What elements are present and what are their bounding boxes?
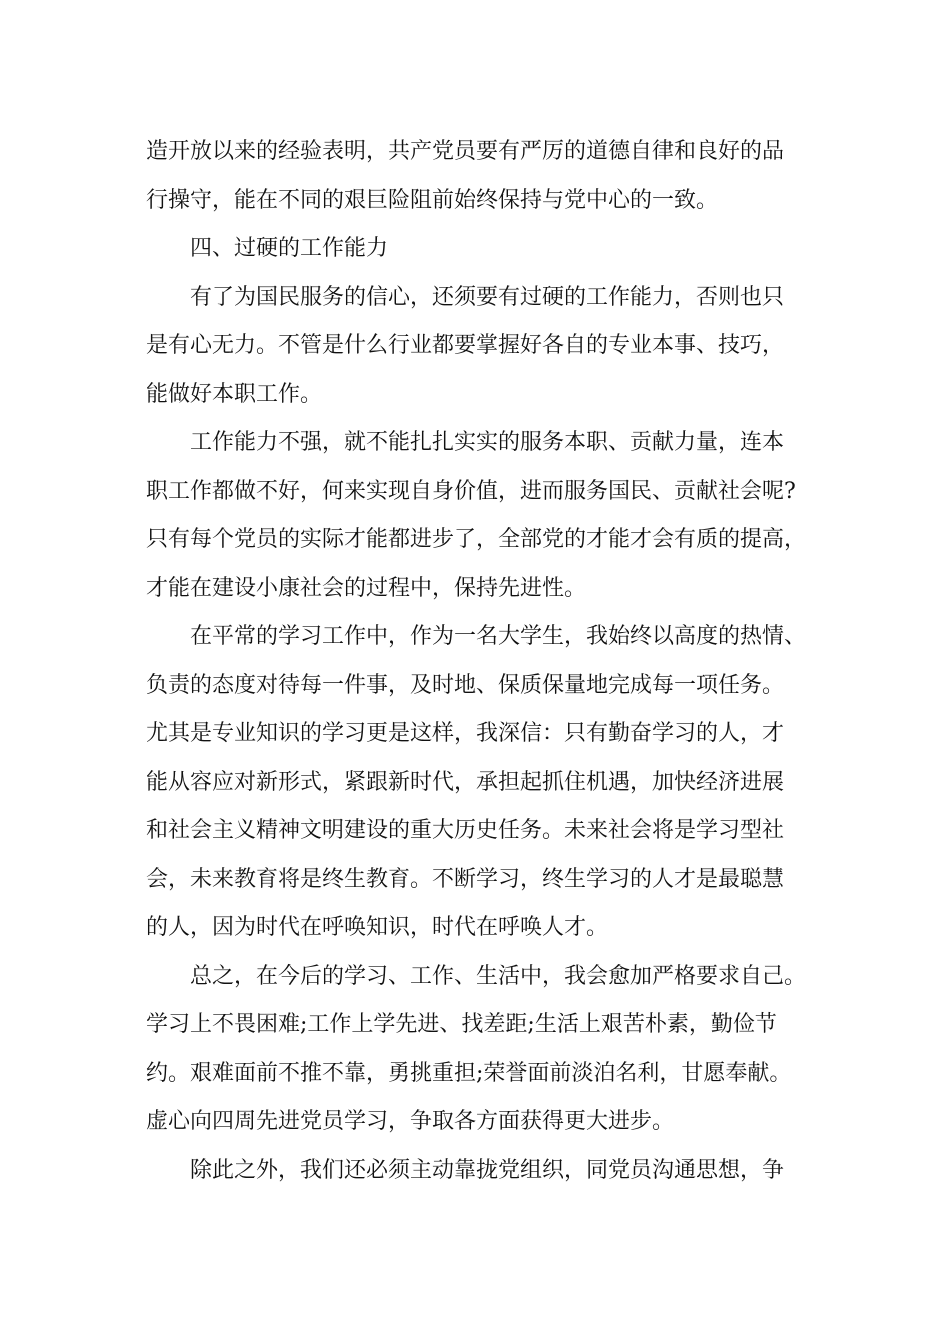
text-line: 工作能力不强，就不能扎扎实实的服务本职、贡献力量，连本 [190, 430, 785, 455]
text-line: 才能在建设小康社会的过程中，保持先进性。 [146, 575, 587, 601]
text-line: 虚心向四周先进党员学习，争取各方面获得更大进步。 [146, 1109, 675, 1134]
text-line: 只有每个党员的实际才能都进步了，全部党的才能才会有质的提高， [146, 527, 807, 552]
text-line: 的人，因为时代在呼唤知识，时代在呼唤人才。 [146, 915, 609, 940]
text-line: 有了为国民服务的信心，还须要有过硬的工作能力，否则也只 [190, 284, 785, 310]
text-line: 学习上不畏困难;工作上学先进、找差距;生活上艰苦朴素，勤俭节 [146, 1012, 777, 1037]
text-line: 职工作都做不好，何来实现自身价值，进而服务国民、贡献社会呢? [146, 478, 796, 504]
text-line: 会，未来教育将是终生教育。不断学习，终生学习的人才是最聪慧 [146, 866, 785, 892]
text-line: 负责的态度对待每一件事，及时地、保质保量地完成每一项任务。 [146, 672, 785, 698]
text-line: 能从容应对新形式，紧跟新时代，承担起抓住机遇，加快经济进展 [146, 769, 785, 795]
text-line: 造开放以来的经验表明，共产党员要有严厉的道德自律和良好的品 [146, 139, 785, 164]
text-line: 约。艰难面前不推不靠，勇挑重担;荣誉面前淡泊名利，甘愿奉献。 [146, 1060, 792, 1086]
text-line: 能做好本职工作。 [146, 381, 323, 407]
section-heading: 四、过硬的工作能力 [190, 236, 389, 261]
body-text [146, 128, 806, 1195]
text-line: 在平常的学习工作中，作为一名大学生，我始终以高度的热情、 [190, 624, 807, 649]
text-line: 和社会主义精神文明建设的重大历史任务。未来社会将是学习型社 [146, 818, 785, 843]
text-line: 是有心无力。不管是什么行业都要掌握好各自的专业本事、技巧， [146, 333, 785, 358]
text-line: 尤其是专业知识的学习更是这样，我深信：只有勤奋学习的人，才 [146, 721, 785, 746]
text-line: 除此之外，我们还必须主动靠拢党组织，同党员沟通思想，争 [190, 1157, 785, 1183]
text-line: 行操守，能在不同的艰巨险阻前始终保持与党中心的一致。 [146, 187, 719, 213]
text-line: 总之，在今后的学习、工作、生活中，我会愈加严格要求自己。 [190, 963, 807, 989]
